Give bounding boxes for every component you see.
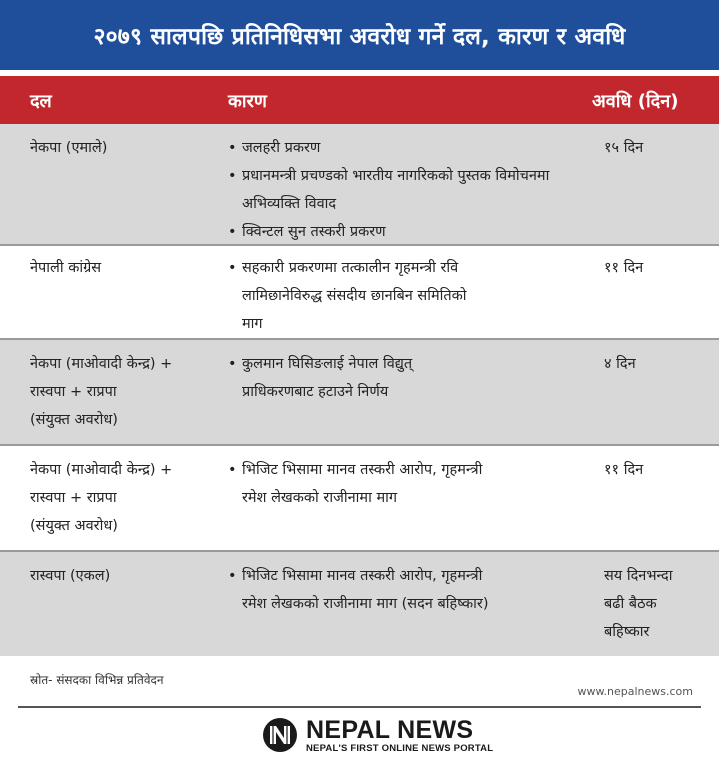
table-row: [0, 246, 719, 338]
reason-item: • प्रधानमन्त्री प्रचण्डको भारतीय नागरिकको पुस्तक विमोचनमा अभिव्यक्ति विवाद: [228, 162, 568, 218]
duration-line: ११ दिन: [604, 260, 644, 276]
table-row: [0, 446, 719, 550]
header-party: दल: [30, 91, 52, 112]
logo-name: NEPAL NEWS: [306, 715, 474, 744]
website-link[interactable]: www.nepalnews.com: [577, 685, 693, 698]
title-bar: [0, 0, 719, 70]
nepal-news-logo-icon: [262, 717, 298, 753]
reason-cell: [228, 350, 443, 406]
table-row: [0, 124, 719, 244]
party-line: नेकपा (माओवादी केन्द्र) +: [30, 462, 173, 478]
party-cell: [30, 456, 230, 540]
duration-line: ४ दिन: [604, 356, 636, 372]
logo-tagline: NEPAL'S FIRST ONLINE NEWS PORTAL: [306, 742, 494, 754]
header-duration: अवधि (दिन): [592, 91, 679, 112]
party-line: रास्वपा + राप्रपा: [30, 490, 117, 506]
duration-cell: [604, 562, 709, 646]
table-body: [0, 124, 719, 656]
duration-line: ११ दिन: [604, 462, 644, 478]
duration-cell: [604, 254, 709, 282]
party-cell: [30, 134, 230, 162]
nepal-news-logo[interactable]: [262, 713, 493, 757]
page-title: २०७९ सालपछि प्रतिनिधिसभा अवरोध गर्ने दल, कारण र अवधि: [93, 24, 626, 50]
reason-item: • सहकारी प्रकरणमा तत्कालीन गृहमन्त्री रवि लामिछानेविरुद्ध संसदीय छानबिन समितिको माग: [228, 254, 473, 338]
reason-item: • भिजिट भिसामा मानव तस्करी आरोप, गृहमन्त्री रमेश लेखकको राजीनामा माग: [228, 456, 503, 512]
duration-cell: [604, 350, 709, 378]
duration-line: बढी बैठक: [604, 596, 657, 612]
party-cell: [30, 350, 230, 434]
party-line: (संयुक्त अवरोध): [30, 412, 118, 428]
table-row: [0, 340, 719, 444]
duration-cell: [604, 134, 709, 162]
table-row: [0, 552, 719, 656]
footer-divider: [18, 706, 701, 708]
reason-cell: [228, 134, 568, 246]
source-note: स्रोत- संसदका विभिन्न प्रतिवेदन: [30, 673, 164, 687]
reason-cell: [228, 456, 503, 512]
party-line: नेकपा (एमाले): [30, 140, 108, 156]
party-line: नेपाली कांग्रेस: [30, 260, 102, 276]
header-reason: कारण: [228, 91, 267, 112]
reason-item: • कुलमान घिसिङलाई नेपाल विद्युत् प्राधिकरणबाट हटाउने निर्णय: [228, 350, 443, 406]
duration-line: सय दिनभन्दा: [604, 568, 673, 584]
party-cell: [30, 562, 230, 590]
reason-item: • जलहरी प्रकरण: [228, 134, 568, 162]
reason-item: • क्विन्टल सुन तस्करी प्रकरण: [228, 218, 568, 246]
duration-line: १५ दिन: [604, 140, 644, 156]
party-line: (संयुक्त अवरोध): [30, 518, 118, 534]
duration-cell: [604, 456, 709, 484]
party-line: नेकपा (माओवादी केन्द्र) +: [30, 356, 173, 372]
party-line: रास्वपा (एकल): [30, 568, 111, 584]
reason-cell: [228, 562, 503, 618]
party-line: रास्वपा + राप्रपा: [30, 384, 117, 400]
reason-item: • भिजिट भिसामा मानव तस्करी आरोप, गृहमन्त्री रमेश लेखकको राजीनामा माग (सदन बहिष्कार): [228, 562, 503, 618]
table-header: [0, 76, 719, 124]
duration-line: बहिष्कार: [604, 624, 650, 640]
reason-cell: [228, 254, 473, 338]
party-cell: [30, 254, 230, 282]
